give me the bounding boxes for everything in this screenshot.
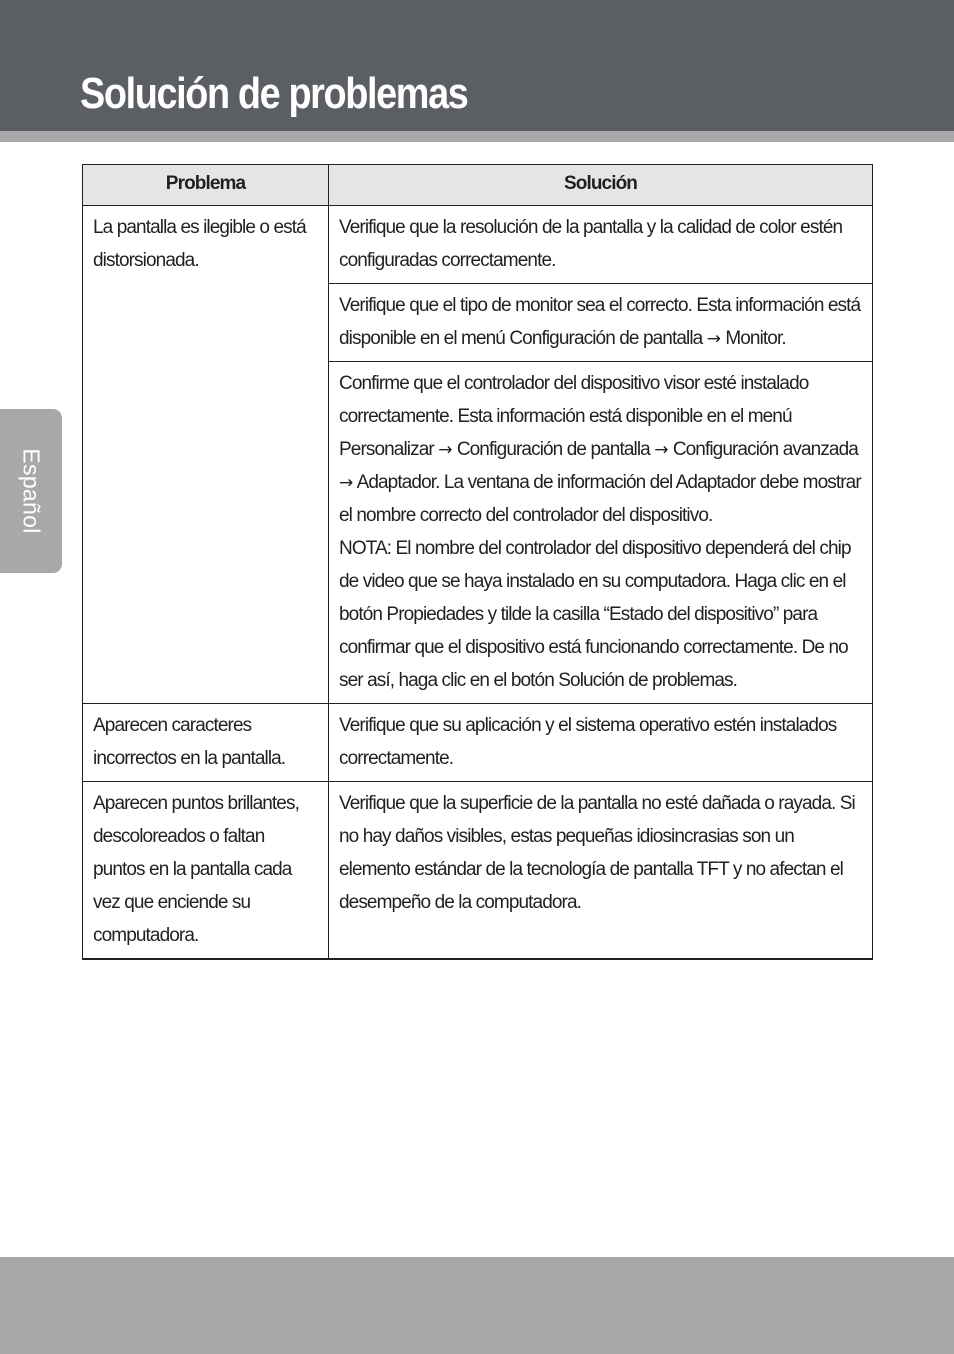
solution-cell: Confirme que el controlador del dispositivo visor esté instalado correctamente. Esta información está disponible en el menú Personalizar → Configuración de pantalla → Configuración avanzada → Adaptador. La ventana de información del Adaptador debe mostrar el nombre correcto del controlador del dispositivo. NOTA: El nombre del controlador del dispositivo dependerá del chip de video que se haya instalado en su computadora. Haga clic en el botón Propiedades y tilde la casilla “Estado del dispositivo” para confirmar que el dispositivo está funcionando correctamente. De no ser así, haga clic en el botón Solución de problemas.: [329, 362, 873, 704]
problem-cell: Aparecen puntos brillantes, descoloreados o faltan puntos en la pantalla cada vez que enciende su computadora.: [83, 782, 329, 960]
column-header-problem: Problema: [83, 165, 329, 206]
table-header-row: [83, 165, 873, 206]
table-row: [83, 782, 873, 960]
language-side-tab: [0, 409, 62, 573]
table-row: [83, 704, 873, 782]
arrow-right-icon: →: [654, 440, 669, 460]
page-footer-band: [0, 1257, 954, 1354]
solution-cell: Verifique que su aplicación y el sistema operativo estén instalados correctamente.: [329, 704, 873, 782]
page-title: Solución de problemas: [80, 69, 468, 118]
arrow-right-icon: →: [706, 329, 721, 349]
arrow-right-icon: →: [438, 440, 453, 460]
problem-cell: Aparecen caracteres incorrectos en la pantalla.: [83, 704, 329, 782]
header-stripe: [0, 131, 954, 142]
language-tab-label: Español: [18, 448, 45, 534]
troubleshooting-table: [82, 164, 873, 960]
arrow-right-icon: →: [339, 473, 354, 493]
problem-cell: La pantalla es ilegible o está distorsionada.: [83, 206, 329, 704]
column-header-solution: Solución: [329, 165, 873, 206]
solution-cell: Verifique que la superficie de la pantalla no esté dañada o rayada. Si no hay daños visibles, estas pequeñas idiosincrasias son un elemento estándar de la tecnología de pantalla TFT y no afectan el desempeño de la computadora.: [329, 782, 873, 960]
table-row: [83, 206, 873, 284]
solution-cell: Verifique que el tipo de monitor sea el correcto. Esta información está disponible en el menú Configuración de pantalla → Monitor.: [329, 284, 873, 362]
solution-cell: Verifique que la resolución de la pantalla y la calidad de color estén configuradas correctamente.: [329, 206, 873, 284]
